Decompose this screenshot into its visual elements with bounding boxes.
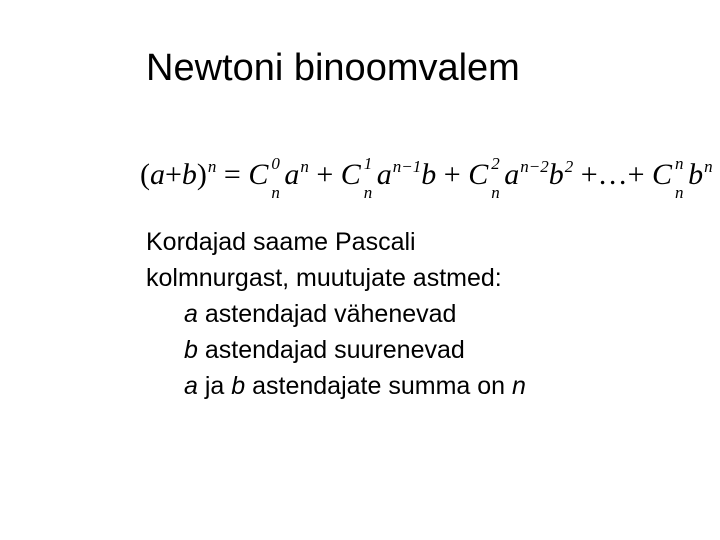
body-line-5 (146, 368, 526, 404)
formula-lhs-open: ( (140, 158, 150, 191)
coefficient-subscript: n (675, 183, 684, 202)
binomial-formula (140, 146, 713, 206)
body-line-4 (146, 332, 526, 368)
formula-equals: = (223, 158, 241, 191)
coefficient-subscript: n (491, 183, 500, 202)
body-line-5-mid: ja (197, 372, 232, 400)
var-b: b (184, 336, 198, 364)
term-a: a (504, 158, 520, 191)
formula-lhs-plus: + (165, 158, 182, 191)
formula-lhs-close: ) (196, 158, 207, 191)
coefficient-subscript: n (363, 183, 373, 202)
term-b: b (421, 158, 437, 191)
formula-row (140, 154, 713, 202)
term-b: b (548, 158, 564, 191)
body-line-2: kolmnurgast, muutujate astmed: (146, 264, 502, 292)
body-line-3-text: astendajad vähenevad (197, 300, 457, 328)
formula-plus: + (316, 158, 334, 191)
binomial-coefficient-symbol: C (468, 158, 489, 191)
term-b-exponent: 2 (564, 157, 574, 176)
formula-lhs-a: a (150, 158, 165, 191)
term-a-exponent: n (300, 157, 309, 176)
binomial-coefficient-symbol: C (652, 158, 673, 191)
slide-title: Newtoni binoomvalem (146, 47, 520, 89)
coefficient-superscript: 0 (271, 154, 280, 173)
formula-lhs-exponent: n (207, 157, 217, 176)
term-b-exponent: n (704, 157, 713, 176)
binomial-coefficient-symbol: C (248, 158, 269, 191)
var-a: a (184, 300, 198, 328)
term-a-exponent: n−1 (392, 157, 422, 176)
coefficient-subscript: n (271, 183, 280, 202)
body-line-5-text: astendajate summa on (245, 372, 512, 400)
coefficient-superscript: n (675, 154, 684, 173)
body-text (146, 224, 526, 404)
var-n: n (512, 372, 526, 400)
term-b: b (688, 158, 704, 191)
formula-ellipsis: +…+ (580, 158, 645, 191)
term-a: a (284, 158, 300, 191)
var-b: b (231, 372, 246, 400)
formula-term-2 (468, 154, 500, 202)
coefficient-superscript: 1 (363, 154, 373, 173)
coefficient-superscript: 2 (491, 154, 500, 173)
term-a-exponent: n−2 (520, 157, 549, 176)
formula-term-0 (248, 154, 280, 202)
binomial-coefficient-symbol: C (340, 158, 361, 191)
body-line-1: Kordajad saame Pascali (146, 228, 416, 256)
body-line-4-text: astendajad suurenevad (197, 336, 465, 364)
formula-term-last (652, 154, 684, 202)
term-a: a (376, 158, 392, 191)
formula-term-1 (340, 154, 373, 202)
formula-plus: + (443, 158, 461, 191)
formula-lhs-b: b (181, 158, 197, 191)
body-line-3 (146, 296, 526, 332)
var-a: a (184, 372, 198, 400)
